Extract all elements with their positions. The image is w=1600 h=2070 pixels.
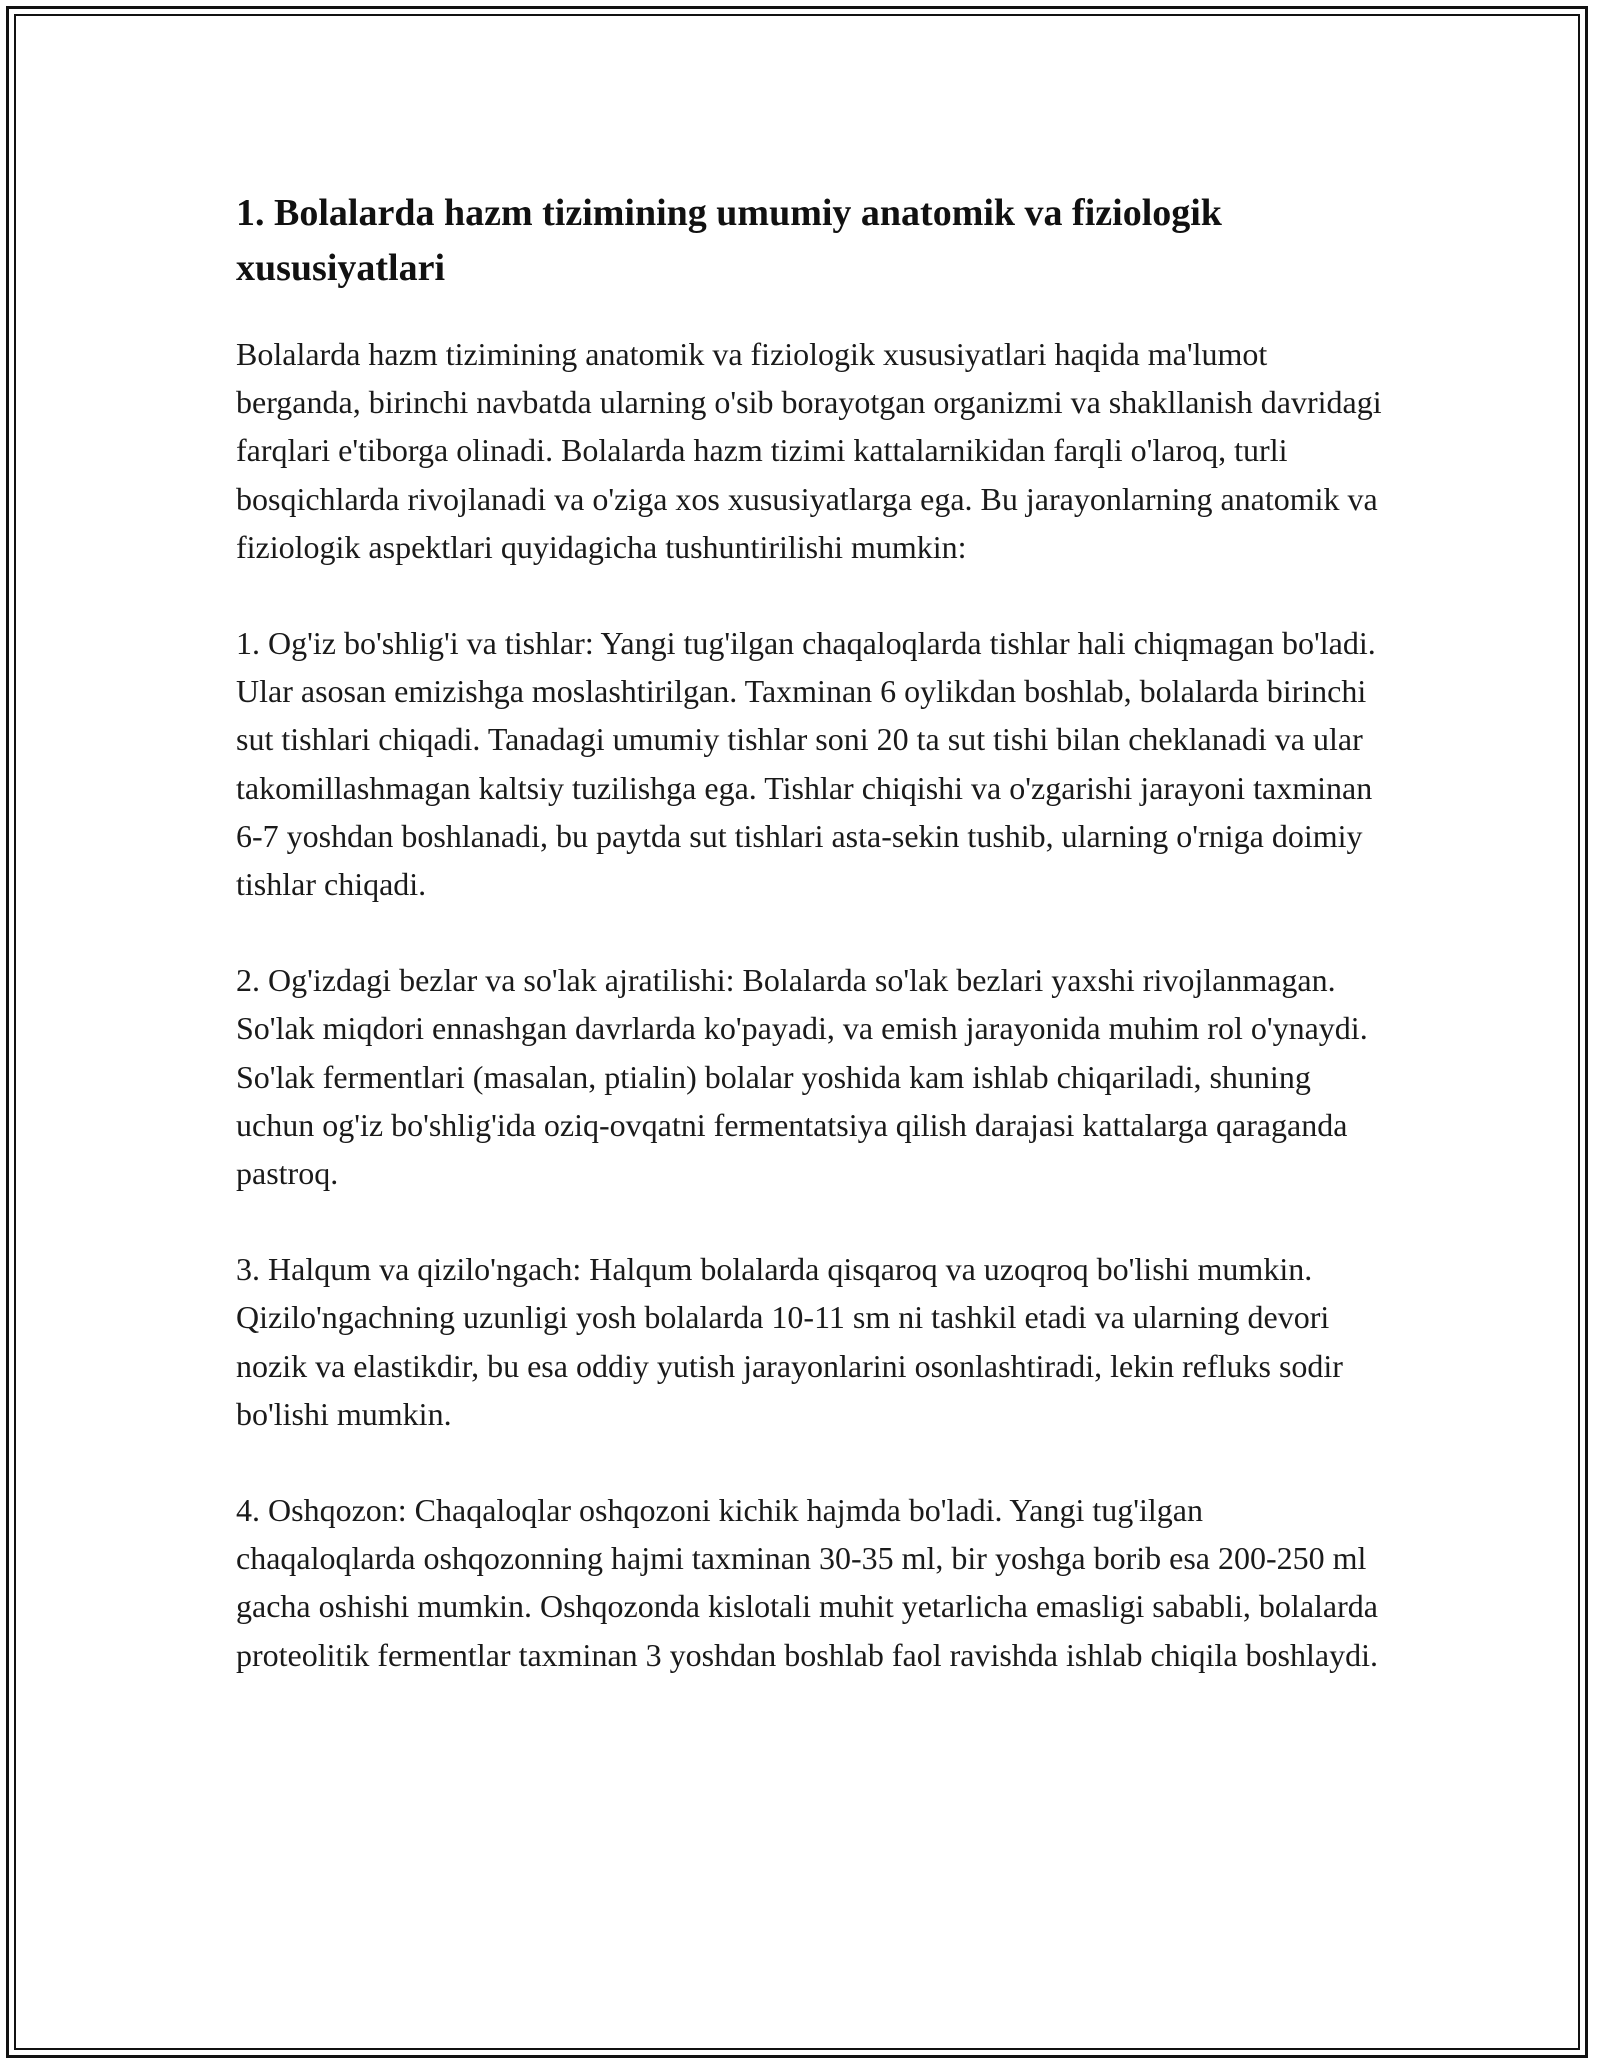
paragraph-stomach: 4. Oshqozon: Chaqaloqlar oshqozoni kichik hajmda bo'ladi. Yangi tug'ilgan chaqaloqlarda oshqozonning hajmi taxminan 30-35 ml, bir yoshga borib esa 200-250 ml gacha oshishi mumkin. Oshqozonda kislotali muhit yetarlicha emasligi sababli, bolalarda proteolitik fermentlar taxminan 3 yoshdan boshlab faol ravishda ishlab chiqila boshlaydi. [236, 1492, 1378, 1673]
document-body [236, 186, 1386, 1727]
paragraph-pharynx-esophagus: 3. Halqum va qizilo'ngach: Halqum bolalarda qisqaroq va uzoqroq bo'lishi mumkin. Qizilo'ngachning uzunligi yosh bolalarda 10-11 sm ni tashkil etadi va ularning devori nozik va elastikdir, bu esa oddiy yutish jarayonlarini osonlashtiradi, lekin refluks sodir bo'lishi mumkin. [236, 1251, 1343, 1432]
paragraph-oral-cavity-teeth: 1. Og'iz bo'shlig'i va tishlar: Yangi tug'ilgan chaqaloqlarda tishlar hali chiqmagan bo'ladi. Ular asosan emizishga moslashtirilgan. Taxminan 6 oylikdan boshlab, bolalarda birinchi sut tishlari chiqadi. Tanadagi umumiy tishlar soni 20 ta sut tishi bilan cheklanadi va ular takomillashmagan kaltsiy tuzilishga ega. Tishlar chiqishi va o'zgarishi jarayoni taxminan 6-7 yoshdan boshlanadi, bu paytda sut tishlari asta-sekin tushib, ularning o'rniga doimiy tishlar chiqadi. [236, 625, 1376, 903]
paragraph-salivary-glands: 2. Og'izdagi bezlar va so'lak ajratilishi: Bolalarda so'lak bezlari yaxshi rivojlanmagan. So'lak miqdori ennashgan davrlarda ko'payadi, va emish jarayonida muhim rol o'ynaydi. So'lak fermentlari (masalan, ptialin) bolalar yoshida kam ishlab chiqariladi, shuning uchun og'iz bo'shlig'ida oziq-ovqatni fermentatsiya qilish darajasi kattalarga qaraganda pastroq. [236, 962, 1368, 1192]
intro-paragraph: Bolalarda hazm tizimining anatomik va fiziologik xususiyatlari haqida ma'lumot berganda, birinchi navbatda ularning o'sib borayotgan organizmi va shakllanish davridagi farqlari e'tiborga olinadi. Bolalarda hazm tizimi kattalarnikidan farqli o'laroq, turli bosqichlarda rivojlanadi va o'ziga xos xususiyatlarga ega. Bu jarayonlarning anatomik va fiziologik aspektlari quyidagicha tushuntirilishi mumkin: [236, 336, 1382, 565]
document-title: 1. Bolalarda hazm tizimining umumiy anatomik va fiziologik xususiyatlari [236, 192, 1222, 289]
